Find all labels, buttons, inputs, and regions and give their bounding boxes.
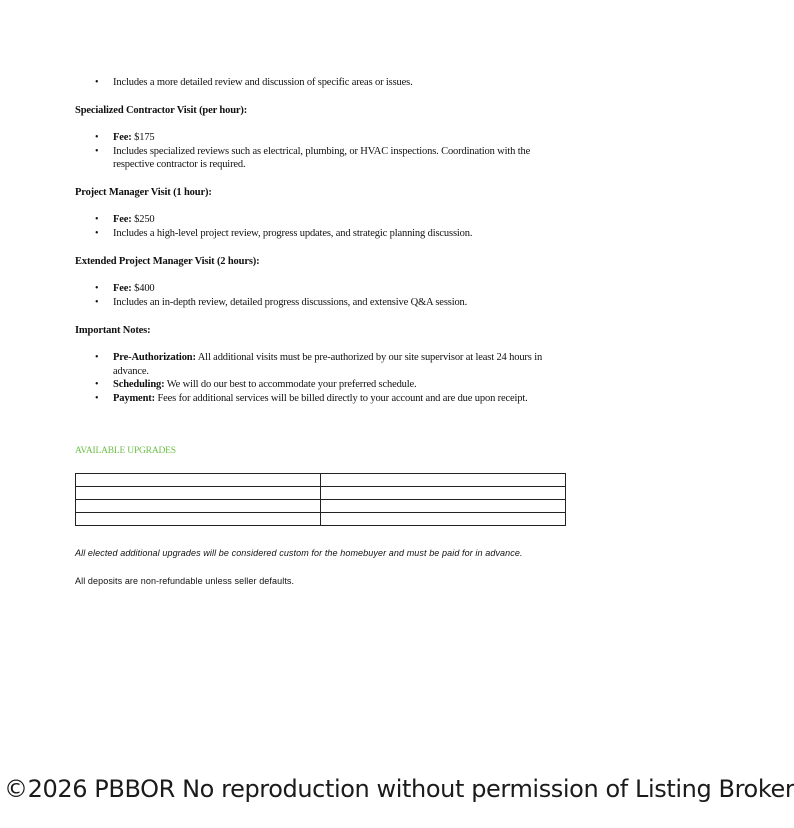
table-cell	[76, 474, 321, 487]
list-item	[93, 76, 563, 90]
table-row	[76, 474, 566, 487]
table-cell	[321, 474, 566, 487]
list-item-text: Includes a more detailed review and discussion of specific areas or issues.	[113, 77, 413, 88]
upgrades-table	[75, 473, 566, 526]
list-item-text: $250	[131, 214, 155, 225]
table-cell	[321, 500, 566, 513]
list-item	[93, 296, 563, 310]
list-item-label: Fee:	[113, 214, 132, 225]
table-cell	[76, 513, 321, 526]
bullet-list-project-manager	[93, 213, 563, 240]
table-cell	[321, 513, 566, 526]
table-cell	[76, 500, 321, 513]
table-cell	[321, 487, 566, 500]
list-item-text: Includes specialized reviews such as electrical, plumbing, or HVAC inspections. Coordination with the respective contractor is required.	[113, 145, 531, 170]
list-item-text: We will do our best to accommodate your preferred schedule.	[164, 379, 417, 390]
list-item-text: $400	[131, 283, 155, 294]
section-heading-project-manager: Project Manager Visit (1 hour):	[75, 187, 212, 198]
list-item-text: Fees for additional services will be billed directly to your account and are due upon receipt.	[154, 392, 528, 404]
list-item-label: Fee:	[113, 132, 132, 143]
list-item-label: Payment:	[113, 392, 155, 404]
bullet-list-intro	[93, 76, 563, 90]
bullet-list-important-notes	[93, 351, 563, 405]
list-item-text: $175	[131, 132, 155, 143]
copyright-watermark: ©2026 PBBOR No reproduction without permission of Listing Broker	[4, 775, 794, 803]
table-row	[76, 500, 566, 513]
upgrades-heading: AVAILABLE UPGRADES	[75, 446, 176, 456]
list-item	[93, 145, 563, 172]
list-item	[93, 378, 563, 392]
list-item	[93, 131, 563, 145]
section-heading-important-notes: Important Notes:	[75, 325, 151, 336]
list-item-text: Includes a high-level project review, progress updates, and strategic planning discussion.	[113, 227, 473, 239]
list-item	[93, 227, 563, 241]
list-item-label: Fee:	[113, 283, 132, 294]
list-item	[93, 282, 563, 296]
deposits-note: All deposits are non-refundable unless seller defaults.	[75, 576, 295, 586]
custom-upgrades-disclaimer: All elected additional upgrades will be considered custom for the homebuyer and must be paid for in advance.	[75, 548, 523, 558]
list-item	[93, 213, 563, 227]
list-item-text: Includes an in-depth review, detailed progress discussions, and extensive Q&A session.	[113, 296, 468, 308]
section-heading-extended-project-manager: Extended Project Manager Visit (2 hours):	[75, 256, 260, 267]
table-row	[76, 487, 566, 500]
list-item-label: Scheduling:	[113, 379, 165, 390]
table-cell	[76, 487, 321, 500]
section-heading-specialized-contractor: Specialized Contractor Visit (per hour):	[75, 105, 248, 116]
list-item-text: All additional visits must be pre-authorized by our site supervisor at least 24 hours in advance.	[113, 352, 543, 377]
list-item-label: Pre-Authorization:	[113, 352, 196, 363]
bullet-list-specialized-contractor	[93, 131, 563, 172]
bullet-list-extended-project-manager	[93, 282, 563, 309]
list-item	[93, 392, 563, 406]
table-row	[76, 513, 566, 526]
list-item	[93, 351, 563, 378]
